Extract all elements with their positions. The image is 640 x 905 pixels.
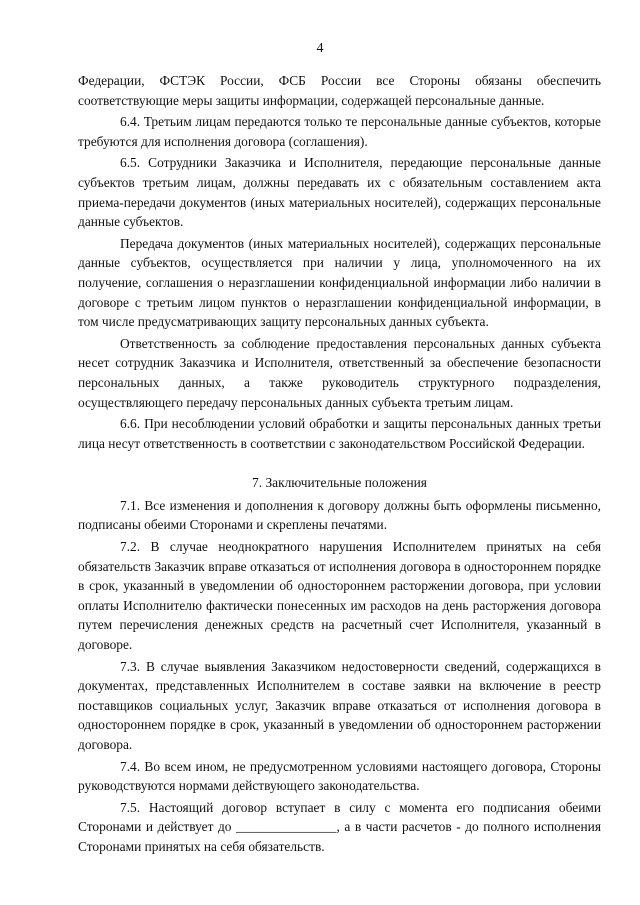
paragraph-7-3: 7.3. В случае выявления Заказчиком недостоверности сведений, содержащихся в документах, представленных Исполнителем в составе заявки на включение в реестр поставщиков социальных услуг, Заказчик вправе отказаться от исполнения договора в одностороннем порядке в срок, указанный в уведомлении об одностороннем расторжении договора. [78,658,601,752]
paragraph-7-4: 7.4. Во всем ином, не предусмотренном условиями настоящего договора, Стороны руководствуются нормами действующего законодательства. [78,758,601,794]
paragraph-6-5: 6.5. Сотрудники Заказчика и Исполнителя, передающие персональные данные субъектов третьим лицам, должны передавать их с обязательным составлением акта приема-передачи документов (иных материальных носителей), содержащих персональные данные субъектов. [78,155,601,230]
page-number: 4 [316,41,324,56]
document-body [78,71,601,859]
paragraph-6-4: 6.4. Третьим лицам передаются только те персональные данные субъектов, которые требуются для исполнения договора (соглашения). [78,114,601,149]
paragraph-7-2: 7.2. В случае неоднократного нарушения Исполнителем принятых на себя обязательств Заказчик вправе отказаться от исполнения договора в одностороннем порядке в срок, указанный в уведомлении об одностороннем расторжении договора, при условии оплаты Исполнителю фактически понесенных им расходов на день расторжения договора путем перечисления денежных средств на расчетный счет Исполнителя, указанный в договоре. [78,539,601,653]
paragraph-7-5: 7.5. Настоящий договор вступает в силу с момента его подписания обеими Сторонами и действует до _______________, а в части расчетов - до полного исполнения Сторонами принятых на себя обязательств. [78,799,601,854]
paragraph-7-1: 7.1. Все изменения и дополнения к договору должны быть оформлены письменно, подписаны обеими Сторонами и скреплены печатями. [78,497,601,533]
paragraph-document-transfer: Передача документов (иных материальных носителей), содержащих персональные данные субъектов, осуществляется при наличии у лица, уполномоченного на их получение, соглашения о неразглашении конфиденциальной информации либо наличии в договоре с третьим лицом пунктов о неразглашении конфиденциальной информации, в том числе предусматривающих защиту персональных данных субъекта. [78,235,601,330]
paragraph-6-3-continuation: Федерации, ФСТЭК России, ФСБ России все Стороны обязаны обеспечить соответствующие меры защиты информации, содержащей персональные данные. [78,73,601,108]
section-7-heading: 7. Заключительные положения [252,475,427,491]
paragraph-responsibility: Ответственность за соблюдение предоставления персональных данных субъекта несет сотрудник Заказчика и Исполнителя, ответственный за обеспечение безопасности персональных данных, а также руководитель структурного подразделения, осуществляющего передачу персональных данных субъекта третьим лицам. [78,335,601,410]
paragraph-6-6: 6.6. При несоблюдении условий обработки и защиты персональных данных третьи лица несут ответственность в соответствии с законодательством Российской Федерации. [78,416,601,451]
